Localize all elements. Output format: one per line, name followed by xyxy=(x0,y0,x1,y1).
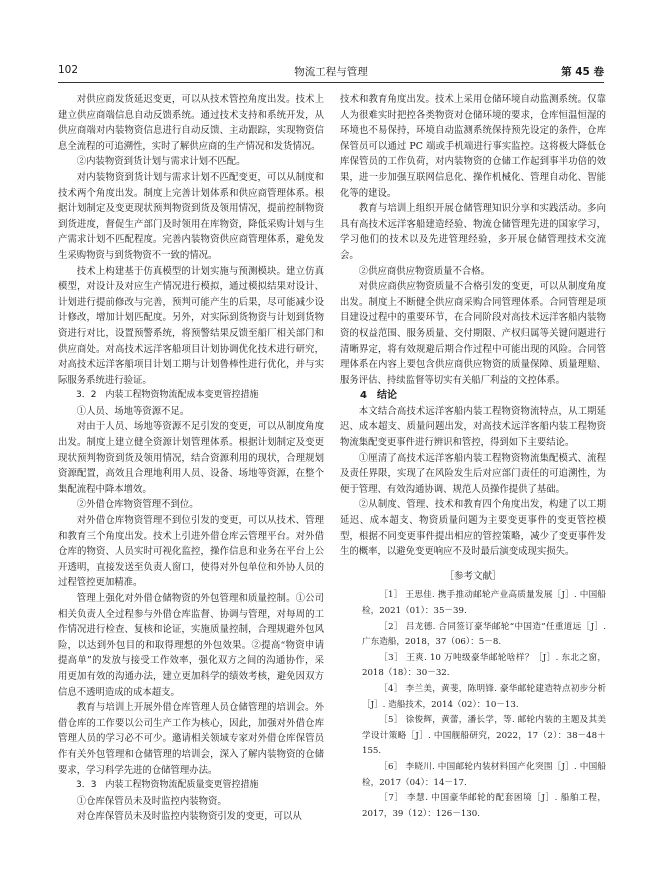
paragraph: ②内装物资到货计划与需求计划不匹配。 xyxy=(76,156,246,168)
paragraph: 对由于人员、场地等资源不足引发的变更，可以从制度角度出发。制度上建立健全资源计划管理体系。根据计划制定及变更现状预判物资到货及领用情况，结合资源利用的现状，合理规划资源配置，高效且合理地利用人员、设备、场地等资源，在整个集配流程中降本增效。 xyxy=(58,421,324,495)
paragraph: 教育与培训上组织开展仓储管理知识分享和实践活动。多向具有高技术远洋客船建造经验、物流仓储管理先进的国家学习，学习他们的技术以及先进管理经验，多开展仓储管理技术交流会。 xyxy=(340,203,606,261)
paragraph: ②从制度、管理、技术和教育四个角度出发，构建了以工期延迟、成本超支、物资质量问题为主要变更事件的变更管控模型，根据不同变更事件提出相应的管控策略，减少了变更事件发生的概率，以避免变更响应不及时最后演变成现实损失。 xyxy=(340,499,606,558)
paragraph: 技术和教育角度出发。技术上采用仓储环境自动监测系统。仅靠人为很难实时把控各类物资对仓储环境的要求，仓库恒温恒湿的环境也不易保持，环境自动监测系统保持预先设定的条件，仓库保管员可以通过 PC 端或手机端进行事实监控。这将极大降低仓库保管员的工作负荷，对内装物资的仓储工作起到事半功倍的效果，进一步加强互联网信息化、操作机械化、管理自动化、智能化等的建设。 xyxy=(340,94,606,199)
page-number: 102 xyxy=(58,64,79,76)
paragraph: ①仓库保管员未及时监控内装物资。 xyxy=(76,795,227,807)
section-heading: 3．3 内装工程物资物流配质量变更管控措施 xyxy=(76,780,259,791)
left-column xyxy=(58,92,324,825)
reference-item: ［4］ 李兰美，黄斐，陈明锋. 豪华邮轮建造特点初步分析［J］. 造船技术，2014（02）：10－13. xyxy=(362,683,606,710)
paragraph: 对供应商发货延迟变更，可以从技术管控角度出发。技术上建立供应商端信息自动反馈系统。通过技术支持和系统开发，从供应商端对内装物资信息进行自动反馈、主动跟踪，实现物资信息全流程的可追溯性，实时了解供应商的生产情况和发货情况。 xyxy=(58,94,324,152)
references-heading: ［参考文献］ xyxy=(444,570,502,582)
right-column-body xyxy=(340,92,606,560)
paragraph: 本文结合高技术远洋客船内装工程物资物流特点，从工期延迟、成本超支、质量问题出发，对高技术远洋客船内装工程物资物流集配变更事件进行辨识和管控，得到如下主要结论。 xyxy=(340,405,606,449)
paragraph: ②外借仓库物资管理不到位。 xyxy=(76,499,199,511)
section-heading: 3．2 内装工程物资物流配成本变更管控措施 xyxy=(76,390,259,401)
paragraph: 对仓库保管员未及时监控内装物资引发的变更，可以从 xyxy=(76,811,302,823)
volume-label: 第 45 卷 xyxy=(561,66,604,78)
paragraph: 对供应商供应物资质量不合格引发的变更，可以从制度角度出发。制度上不断健全供应商采购合同管理体系。合同管理是项目建设过程中的重要环节，在合同阶段对高技术远洋客船内装物资的权益范围、服务质量、交付期限、产权归属等关键问题进行清晰界定，将有效规避后期合作过程中可能出现的风险。合同管理体系在内容上要包含供应商供应物资的质量保障、质量理赔、服务评估、持续监督等切实有关船厂利益的文控体系。 xyxy=(340,281,606,386)
reference-item: ［7］ 李慧. 中国豪华邮轮的配套困境［J］. 船舶工程，2017，39（12）：126－130. xyxy=(362,793,606,819)
paragraph: ①人员、场地等资源不足。 xyxy=(76,405,190,417)
paragraph: ②供应商供应物资质量不合格。 xyxy=(358,265,491,277)
paragraph: 教育与培训上开展外借仓库管理人员仓储管理的培训会。外借仓库的工作要以公司生产工作为核心，因此，加强对外借仓库管理人员的学习必不可少。邀请相关领域专家对外借仓库保管员作有关外包管理和仓储管理的培训会，深入了解内装物资的仓储要求，学习科学先进的仓储管理办法。 xyxy=(58,702,324,776)
reference-item: ［6］ 李晓川. 中国邮轮内装材料国产化突围［J］. 中国船检，2017（04）：14－17. xyxy=(362,761,606,788)
reference-item: ［2］ 吕龙德. 合同签订豪华邮轮“中国造”任重道远［J］. 广东造船，2018，37（06）：5－8. xyxy=(362,621,606,648)
references-list xyxy=(340,588,606,822)
section-heading: 4 结论 xyxy=(360,390,397,402)
paragraph: 对内装物资到货计划与需求计划不匹配变更，可以从制度和技术两个角度出发。制度上完善计划体系和供应商管理体系。根据计划制定及变更现状预判物资到货及领用情况，提前控制物资到货进度，督促生产部门及时领用在库物资，降低采购计划与生产需求计划不匹配程度。完善内装物资供应商管理体系，避免发生采购物资与到货物资不一致的情况。 xyxy=(58,171,324,261)
journal-title: 物流工程与管理 xyxy=(294,66,368,78)
page-header xyxy=(58,64,604,82)
paragraph: 管理上强化对外借仓储物资的外包管理和质量控制。①公司相关负责人全过程参与外借仓库监督、协调与管理，对每周的工作情况进行检查、复核和论证，实施质量控制，合理规避外包风险，以达到外包目的和取得理想的外包效果。②提高“物资申请提高单”的发放与接受工作效率，强化双方之间的沟通协作，采用更加有效的沟通办法，建立更加科学的绩效考核，避免因双方信息不透明造成的成本超支。 xyxy=(58,593,324,698)
reference-item: ［3］ 王爽. 10 万吨级豪华邮轮啥样？［J］. 东北之窗，2018（18）：30－32. xyxy=(362,652,606,679)
paragraph: ①厘清了高技术远洋客船内装工程物资物流集配模式、流程及责任界限，实现了在风险发生后对应部门责任的可追溯性，为便于管理、有效沟通协调、规范人员操作提供了基础。 xyxy=(340,452,606,495)
paragraph: 技术上构建基于仿真模型的计划实施与预测模块。建立仿真模型，对设计及对应生产情况进行模拟，通过模拟结果对设计、计划进行提前修改与完善，预判可能产生的后果，尽可能减少设计修改，增加计划匹配度。另外，对实际到货物资与计划到货物资进行对比，设置预警系统，将预警结果反馈至船厂相关部门和供应商处。对高技术远洋客船项目计划协调优化技术进行研究，对高技术远洋客船项目计划工期与计划鲁棒性进行优化，并与实际服务系统进行验证。 xyxy=(58,265,324,386)
reference-item: ［1］ 王思佳. 携手推动邮轮产业高质量发展［J］. 中国船检，2021（01）：35－39. xyxy=(362,590,606,616)
reference-item: ［5］ 徐俊辉，黄蕾，潘长学，等. 邮轮内装的主题及其美学设计策略［J］. 中国舰船研究，2022，17（2）：38－48＋155. xyxy=(362,715,606,757)
paragraph: 对外借仓库物资管理不到位引发的变更，可以从技术、管理和教育三个角度出发。技术上引进外借仓库云管理平台。对外借仓库的物资、人员实时可视化监控，操作信息和业务在平台上公开透明，直接发送至负责人窗口，使得对外包单位和外协人员的过程管控更加精准。 xyxy=(58,515,324,589)
right-column xyxy=(340,92,606,822)
header-rule xyxy=(58,82,604,83)
